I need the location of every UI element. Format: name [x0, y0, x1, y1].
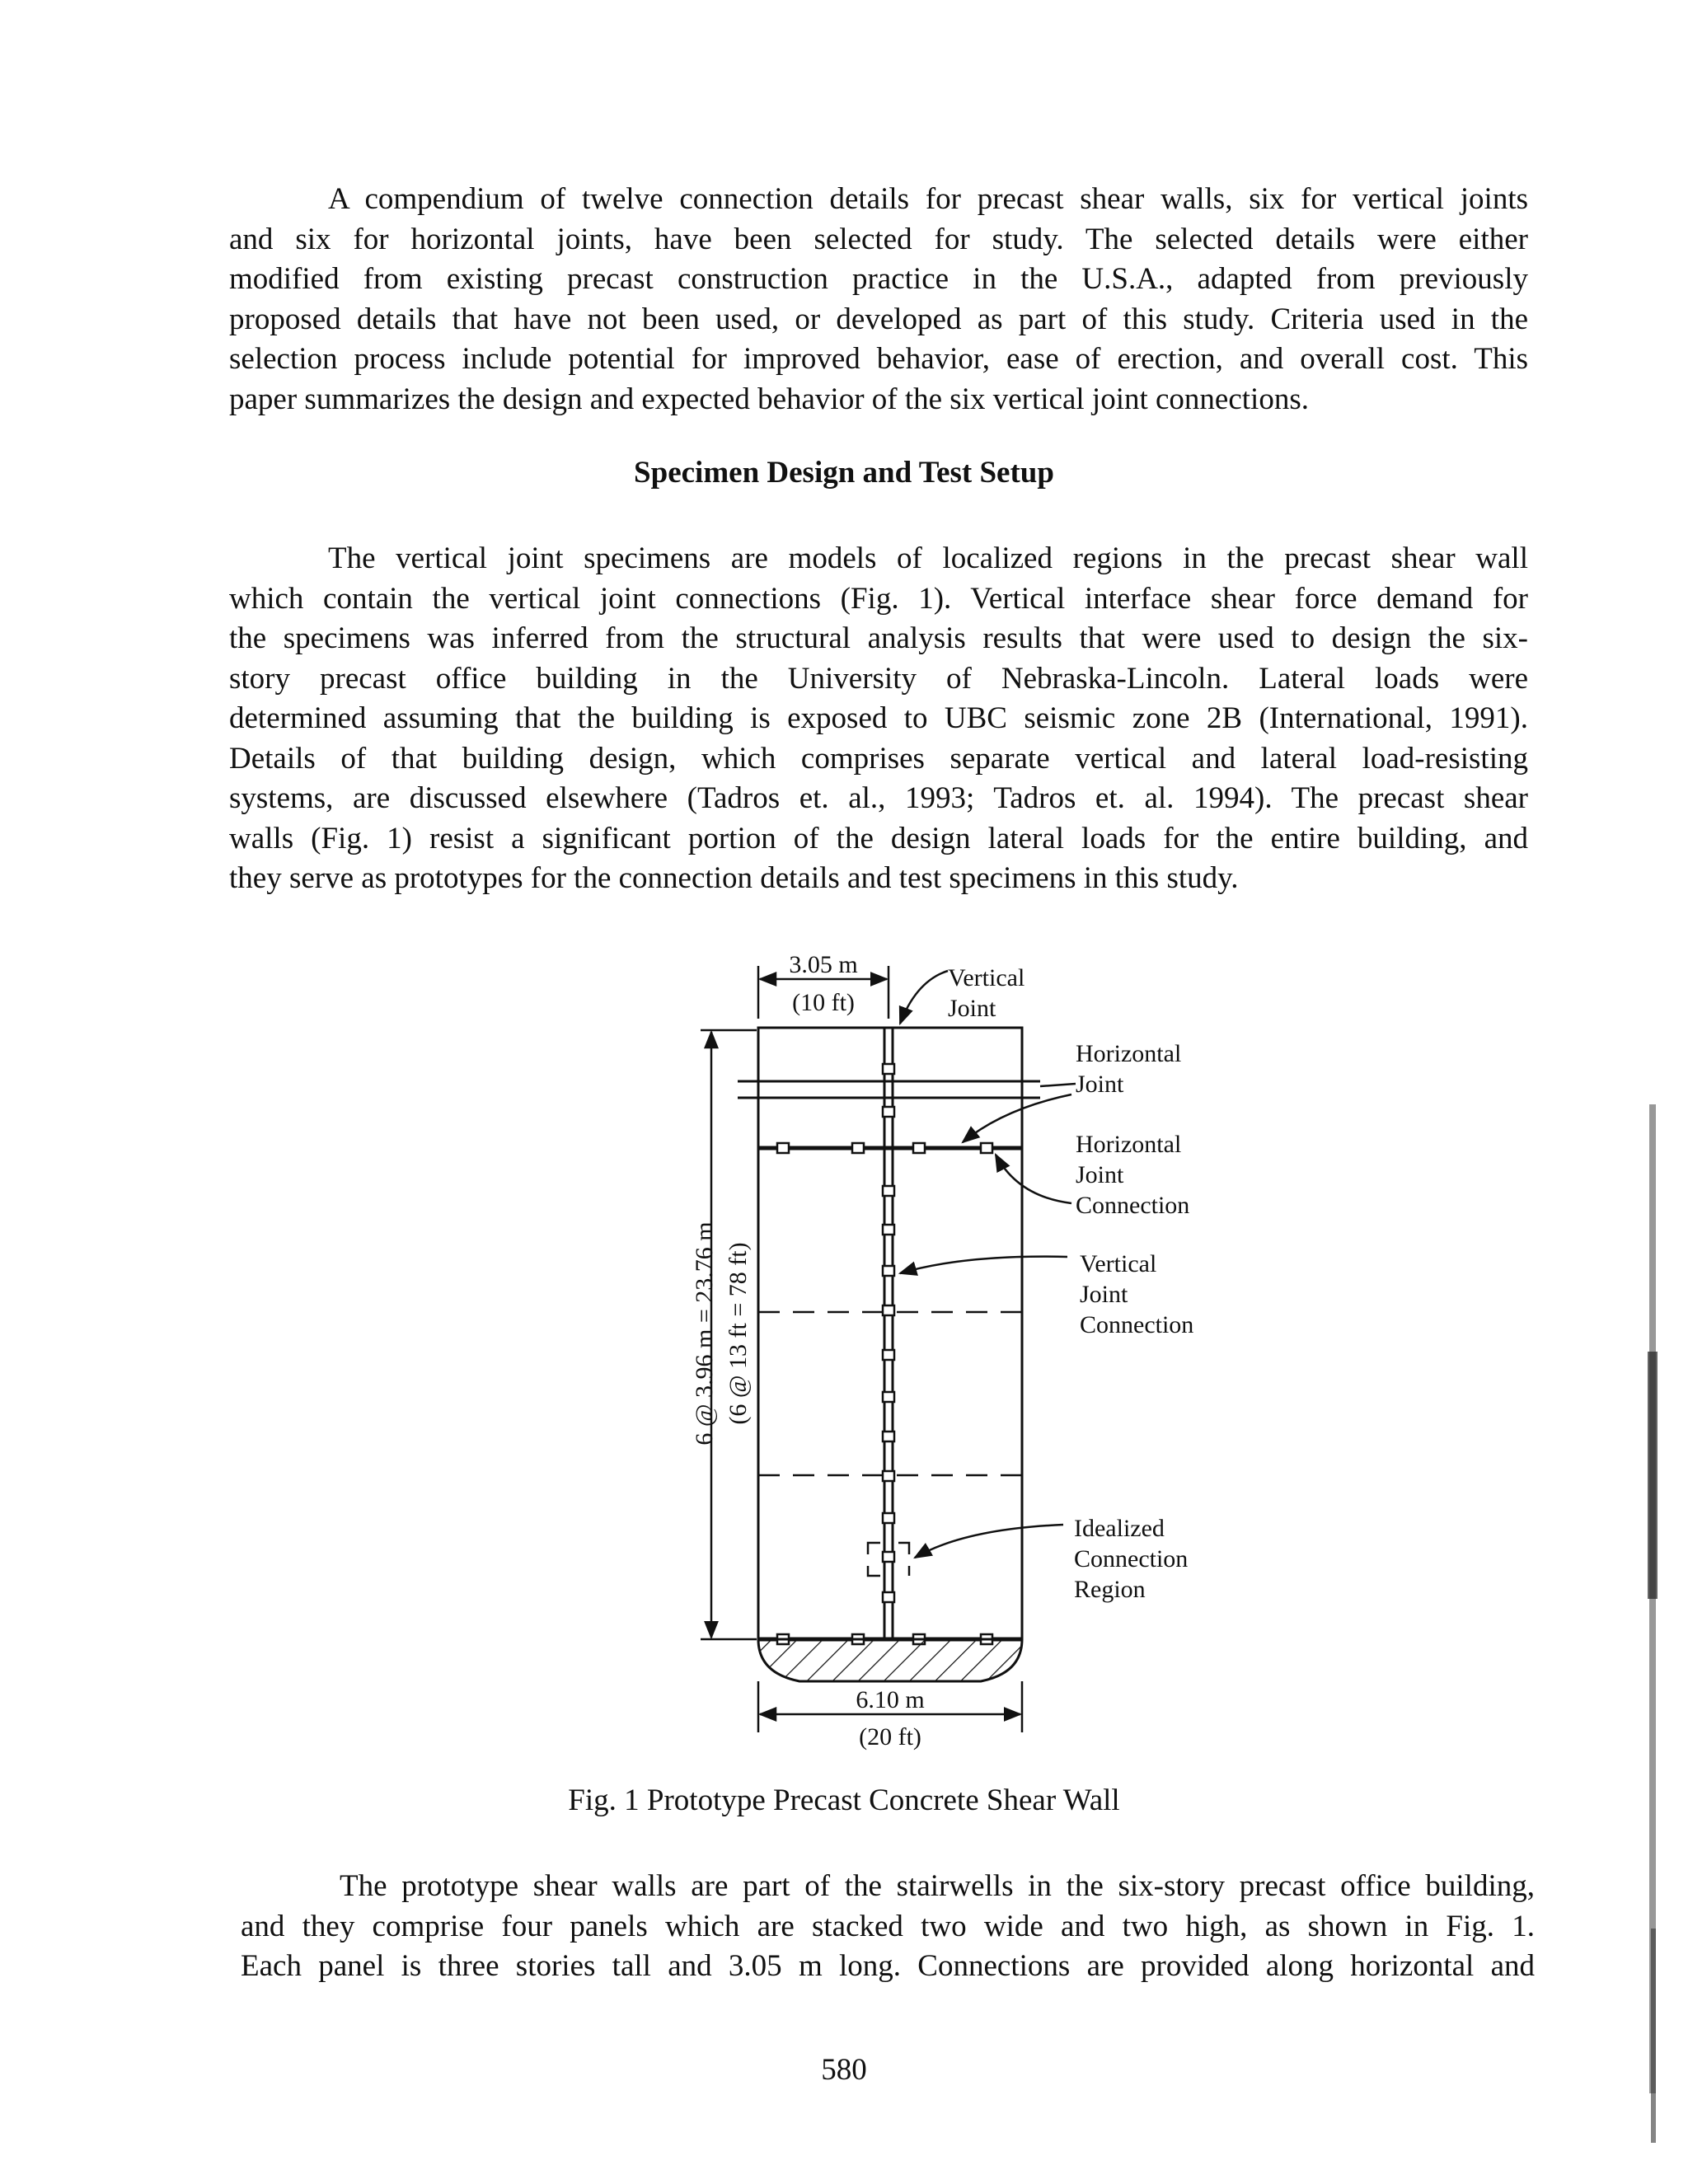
label-line: Joint	[948, 995, 996, 1022]
wall-outline	[738, 1028, 1040, 1639]
label-line: Vertical	[948, 964, 1025, 991]
idealized-region-label	[1074, 1515, 1194, 1603]
figure-caption: Fig. 1 Prototype Precast Concrete Shear Wall	[568, 1783, 1120, 1817]
horizontal-connection-label	[1076, 1131, 1189, 1219]
text-line: modified from existing precast construction practice in the U.S.A., adapted from previously	[229, 262, 1528, 296]
intro-paragraph	[229, 180, 1528, 419]
scan-edge-artifact	[1644, 1022, 1661, 2168]
text-line: paper summarizes the design and expected behavior of the six vertical joint connections.	[229, 382, 1309, 416]
horizontal-connection-leader-2	[996, 1155, 1071, 1203]
text-line: systems, are discussed elsewhere (Tadros et. al., 1993; Tadros et. al. 1994). The precast shear	[229, 781, 1528, 815]
bottom-dim-label: 6.10 m	[856, 1686, 925, 1713]
text-line: The vertical joint specimens are models of localized regions in the precast shear wall	[328, 541, 1528, 575]
text-line: and they comprise four panels which are stacked two wide and two high, as shown in Fig. 1.	[241, 1909, 1535, 1943]
text-line: selection process include potential for improved behavior, ease of erection, and overall cost. This	[229, 342, 1528, 376]
idealized-region-leader	[915, 1525, 1063, 1558]
top-dim-label: 3.05 m	[789, 951, 858, 978]
label-line: Joint	[1076, 1161, 1124, 1188]
label-line: Idealized	[1074, 1515, 1165, 1542]
label-line: Vertical	[1080, 1250, 1157, 1277]
label-line: Horizontal	[1076, 1131, 1182, 1158]
label-line: Joint	[1080, 1281, 1128, 1308]
horizontal-joint-leader	[1040, 1084, 1076, 1086]
prototype-paragraph	[241, 1867, 1535, 1987]
shear-wall-figure	[643, 940, 1286, 1772]
section-heading: Specimen Design and Test Setup	[634, 456, 1054, 490]
vertical-connection-leader	[900, 1257, 1067, 1273]
height-dim-ft-label: (6 @ 13 ft = 78 ft)	[724, 1242, 752, 1425]
vertical-joint-label	[948, 964, 1031, 1022]
label-line: Region	[1074, 1576, 1146, 1603]
label-line: Horizontal	[1076, 1040, 1182, 1067]
foundation-hatch	[758, 1639, 1022, 1681]
horizontal-connection-leader-1	[963, 1094, 1071, 1142]
text-line: Details of that building design, which comprises separate vertical and lateral load-resisting	[229, 741, 1528, 776]
text-line: the specimens was inferred from the structural analysis results that were used to design the six-	[229, 621, 1528, 655]
text-line: and six for horizontal joints, have been selected for study. The selected details were either	[229, 222, 1528, 256]
text-line: they serve as prototypes for the connection details and test specimens in this study.	[229, 861, 1239, 895]
label-line: Joint	[1076, 1071, 1124, 1098]
text-line: story precast office building in the University of Nebraska-Lincoln. Lateral loads were	[229, 661, 1528, 696]
label-line: Connection	[1076, 1192, 1190, 1219]
bottom-dim-ft-label: (20 ft)	[859, 1723, 921, 1750]
text-line: Each panel is three stories tall and 3.05 m long. Connections are provided along horizontal and	[241, 1949, 1535, 1983]
text-line: proposed details that have not been used, or developed as part of this study. Criteria used in the	[229, 302, 1528, 336]
top-dim-ft-label: (10 ft)	[792, 989, 855, 1016]
vertical-joint-line	[884, 1028, 893, 1639]
label-line: Connection	[1074, 1545, 1189, 1572]
page-number: 580	[821, 2053, 867, 2087]
horizontal-joint-label	[1076, 1040, 1188, 1098]
text-line: A compendium of twelve connection details for precast shear walls, six for vertical joints	[328, 182, 1528, 216]
vertical-connection-label	[1080, 1250, 1193, 1338]
vertical-joint-leader	[900, 971, 948, 1024]
text-line: which contain the vertical joint connections (Fig. 1). Vertical interface shear force demand for	[229, 581, 1528, 616]
text-line: walls (Fig. 1) resist a significant portion of the design lateral loads for the entire building, and	[229, 821, 1528, 855]
specimen-paragraph	[229, 539, 1528, 899]
label-line: Connection	[1080, 1311, 1194, 1338]
height-dim-label: 6 @ 3.96 m = 23.76 m	[691, 1221, 718, 1446]
text-line: determined assuming that the building is exposed to UBC seismic zone 2B (International, 1991).	[229, 701, 1528, 735]
text-line: The prototype shear walls are part of the stairwells in the six-story precast office building,	[340, 1869, 1535, 1903]
